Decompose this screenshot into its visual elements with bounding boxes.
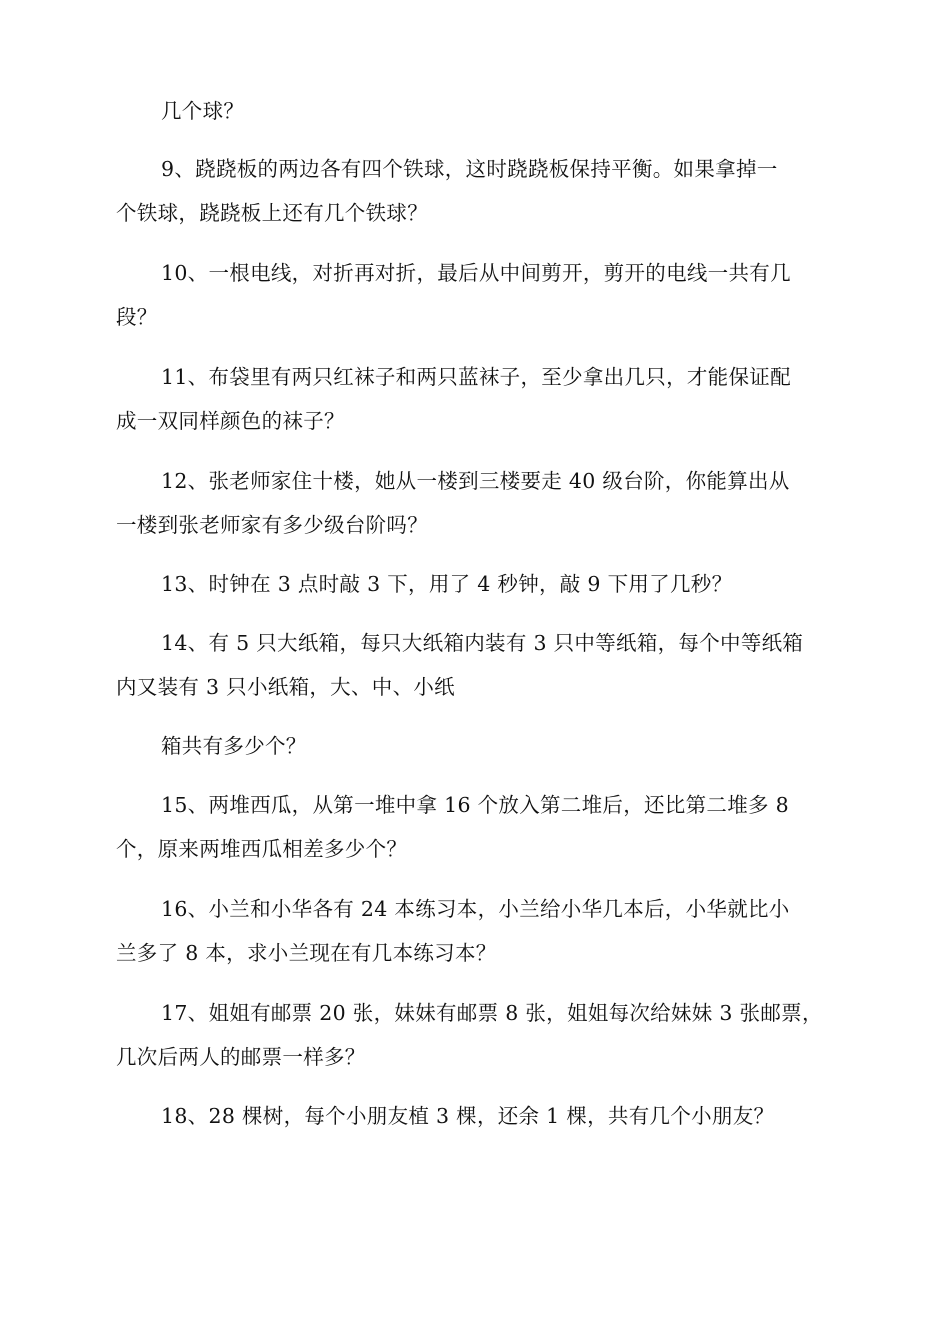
question-13-line-1: 13、时钟在 3 点时敲 3 下，用了 4 秒钟，敲 9 下用了几秒？ [161,572,733,596]
question-16-line-2: 兰多了 8 本，求小兰现在有几本练习本？ [116,941,497,965]
text-line: 几个球？ [161,99,245,123]
question-14-line-2: 内又装有 3 只小纸箱，大、中、小纸 [116,675,455,699]
question-14-line-1: 14、有 5 只大纸箱，每只大纸箱内装有 3 只中等纸箱，每个中等纸箱 [161,631,804,655]
question-15-line-2: 个，原来两堆西瓜相差多少个？ [116,837,408,861]
question-10-line-2: 段？ [116,305,158,329]
question-14-line-3: 箱共有多少个？ [161,734,307,758]
question-9-line-2: 个铁球，跷跷板上还有几个铁球？ [116,201,428,225]
question-17-line-1: 17、姐姐有邮票 20 张，妹妹有邮票 8 张，姐姐每次给妹妹 3 张邮票， [161,1001,823,1025]
question-12-line-1: 12、张老师家住十楼，她从一楼到三楼要走 40 级台阶，你能算出从 [161,469,790,493]
question-9-line-1: 9、跷跷板的两边各有四个铁球，这时跷跷板保持平衡。如果拿掉一 [161,157,778,181]
question-12-line-2: 一楼到张老师家有多少级台阶吗？ [116,513,428,537]
question-11-line-1: 11、布袋里有两只红袜子和两只蓝袜子，至少拿出几只，才能保证配 [161,365,791,389]
question-11-line-2: 成一双同样颜色的袜子？ [116,409,345,433]
question-15-line-1: 15、两堆西瓜，从第一堆中拿 16 个放入第二堆后，还比第二堆多 8 [161,793,789,817]
question-16-line-1: 16、小兰和小华各有 24 本练习本，小兰给小华几本后，小华就比小 [161,897,790,921]
question-10-line-1: 10、一根电线，对折再对折，最后从中间剪开，剪开的电线一共有几 [161,261,791,285]
question-18-line-1: 18、28 棵树，每个小朋友植 3 棵，还余 1 棵，共有几个小朋友？ [161,1104,775,1128]
question-17-line-2: 几次后两人的邮票一样多？ [116,1045,366,1069]
